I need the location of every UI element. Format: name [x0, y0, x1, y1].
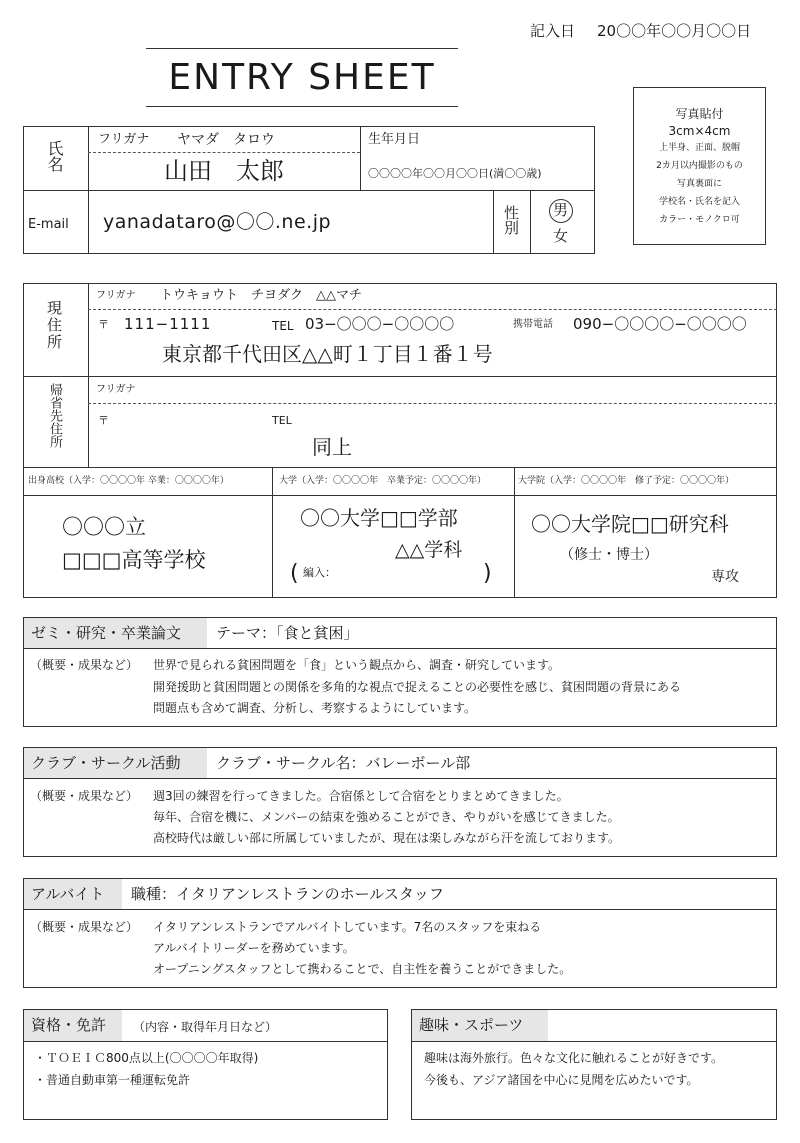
education-header-top	[23, 467, 777, 468]
photo-note-1: 上半身、正面、脱帽	[658, 143, 740, 153]
personal-row-divider	[23, 190, 595, 191]
tel-value: 03−〇〇〇−〇〇〇〇	[305, 315, 455, 333]
address-furigana-divider	[88, 309, 777, 310]
university-line-1: 〇〇大学□□学部	[300, 506, 458, 530]
seminar-header-divider	[23, 648, 777, 649]
postal-value: 111−1111	[124, 315, 212, 333]
gender-male: 男	[553, 201, 569, 219]
gradschool-header: 大学院（入学：〇〇〇〇年 修了予定：〇〇〇〇年）	[518, 476, 735, 486]
name-value: 山田 太郎	[164, 157, 284, 185]
photo-note-2: 2カ月以内撮影のもの	[656, 161, 743, 171]
parttime-line-2: アルバイトリーダーを務めています。	[153, 941, 355, 955]
transfer-label: 編入：	[303, 566, 336, 579]
address-value: 東京都千代田区△△町１丁目１番１号	[162, 342, 493, 366]
personal-label-divider	[88, 126, 89, 254]
return-furigana-divider	[88, 403, 777, 404]
photo-note-4: 学校名・氏名を記入	[658, 197, 740, 207]
gradschool-major: 専攻	[711, 569, 739, 585]
birth-divider	[360, 126, 361, 190]
return-tel-label: TEL	[272, 414, 292, 427]
return-address-value: 同上	[312, 435, 352, 459]
return-furigana-label: フリガナ	[96, 384, 136, 395]
qualifications-title: 資格・免許	[31, 1016, 107, 1034]
club-title: クラブ・サークル活動	[31, 754, 181, 772]
name-furigana-value: ヤマダ タロウ	[177, 132, 275, 148]
hobbies-title: 趣味・スポーツ	[419, 1016, 524, 1034]
gender-label: 性別	[502, 205, 520, 235]
hobbies-line-2: 今後も、アジア諸国を中心に見聞を広めたいです。	[424, 1073, 699, 1087]
parttime-theme: 職種：イタリアンレストランのホールスタッフ	[131, 885, 444, 903]
return-postal-mark: 〒	[98, 414, 109, 427]
seminar-theme: テーマ：「食と貧困」	[216, 624, 359, 642]
qualifications-header-divider	[23, 1041, 388, 1042]
name-furigana-divider	[88, 152, 360, 153]
address-label-divider	[88, 283, 89, 467]
hobbies-header-divider	[411, 1041, 777, 1042]
seminar-line-2: 開発援助と貧困問題との関係を多角的な視点で捉えることの必要性を感じ、貧困問題の背景にある	[153, 680, 682, 694]
club-summary-label: （概要・成果など）	[30, 789, 139, 803]
birth-label: 生年月日	[368, 132, 421, 147]
highschool-line-1: 〇〇〇立	[62, 515, 146, 539]
transfer-open: (	[290, 561, 299, 586]
transfer-close: )	[483, 561, 492, 586]
photo-label: 写真貼付	[675, 107, 724, 121]
gender-value-divider	[530, 190, 531, 254]
qualification-item-2: ・普通自動車第一種運転免許	[34, 1073, 191, 1087]
title-rule-top	[146, 48, 458, 49]
page-title: ENTRY SHEET	[168, 57, 436, 98]
gradschool-line-2: （修士・博士）	[560, 547, 658, 563]
seminar-line-1: 世界で見られる貧困問題を「食」という観点から、調査・研究しています。	[153, 658, 561, 672]
postal-mark: 〒	[98, 318, 109, 331]
qualifications-note: （内容・取得年月日など）	[133, 1020, 278, 1034]
university-header: 大学（入学：〇〇〇〇年 卒業予定：〇〇〇〇年）	[279, 476, 487, 486]
name-furigana-label: フリガナ	[98, 132, 150, 147]
gender-female: 女	[553, 227, 569, 245]
email-value: yanadataro@〇〇.ne.jp	[103, 211, 332, 233]
hobbies-line-1: 趣味は海外旅行。色々な文化に触れることが好きです。	[424, 1051, 724, 1065]
address-row-divider	[23, 376, 777, 377]
photo-note-5: カラー・モノクロ可	[659, 215, 740, 225]
qualification-item-1: ・ＴＯＥＩＣ800点以上(〇〇〇〇年取得)	[34, 1051, 259, 1065]
education-header-bottom	[23, 495, 777, 496]
entry-date-label: 記入日	[530, 22, 576, 40]
birth-value: 〇〇〇〇年〇〇月〇〇日(満〇〇歳)	[368, 167, 542, 180]
address-furigana-value: トウキョウト チヨダク △△マチ	[160, 288, 362, 303]
club-header-divider	[23, 778, 777, 779]
name-label: 氏名	[45, 140, 64, 172]
parttime-line-1: イタリアンレストランでアルバイトしています。7名のスタッフを束ねる	[153, 920, 542, 934]
seminar-title: ゼミ・研究・卒業論文	[31, 624, 182, 642]
highschool-header: 出身高校（入学：〇〇〇〇年 卒業：〇〇〇〇年）	[28, 476, 229, 486]
club-theme: クラブ・サークル名：バレーボール部	[216, 754, 471, 772]
education-col-divider-1	[272, 467, 273, 598]
club-line-3: 高校時代は厳しい部に所属していましたが、現在は楽しみながら汗を流しております。	[153, 831, 621, 845]
seminar-summary-label: （概要・成果など）	[30, 658, 139, 672]
parttime-header-divider	[23, 909, 777, 910]
university-line-2: △△学科	[395, 539, 463, 561]
return-address-label: 帰省先住所	[47, 383, 62, 448]
mobile-label: 携帯電話	[513, 319, 553, 330]
parttime-summary-label: （概要・成果など）	[30, 920, 139, 934]
mobile-value: 090−〇〇〇〇−〇〇〇〇	[573, 315, 747, 333]
parttime-line-3: オープニングスタッフとして携わることで、自主性を養うことができました。	[153, 962, 572, 976]
address-furigana-label: フリガナ	[96, 290, 136, 301]
email-label: E-mail	[28, 217, 69, 232]
club-line-1: 週3回の練習を行ってきました。合宿係として合宿をとりまとめてきました。	[153, 789, 569, 803]
photo-note-3: 写真裏面に	[676, 179, 722, 189]
gender-label-divider	[493, 190, 494, 254]
entry-date-value: 20〇〇年〇〇月〇〇日	[597, 22, 752, 40]
education-col-divider-2	[514, 467, 515, 598]
seminar-line-3: 問題点も含めて調査、分析し、考察するようにしています。	[153, 701, 477, 715]
current-address-label: 現住所	[45, 300, 63, 351]
title-rule-bottom	[146, 106, 458, 107]
gradschool-line-1: 〇〇大学院□□研究科	[531, 512, 729, 536]
club-line-2: 毎年、合宿を機に、メンバーの結束を強めることができ、やりがいを感じてきました。	[153, 810, 620, 824]
parttime-title: アルバイト	[31, 885, 105, 903]
highschool-line-2: □□□高等学校	[62, 548, 206, 572]
photo-size: 3cm×4cm	[668, 124, 731, 138]
tel-label: TEL	[272, 319, 294, 333]
photo-placeholder	[633, 87, 766, 245]
